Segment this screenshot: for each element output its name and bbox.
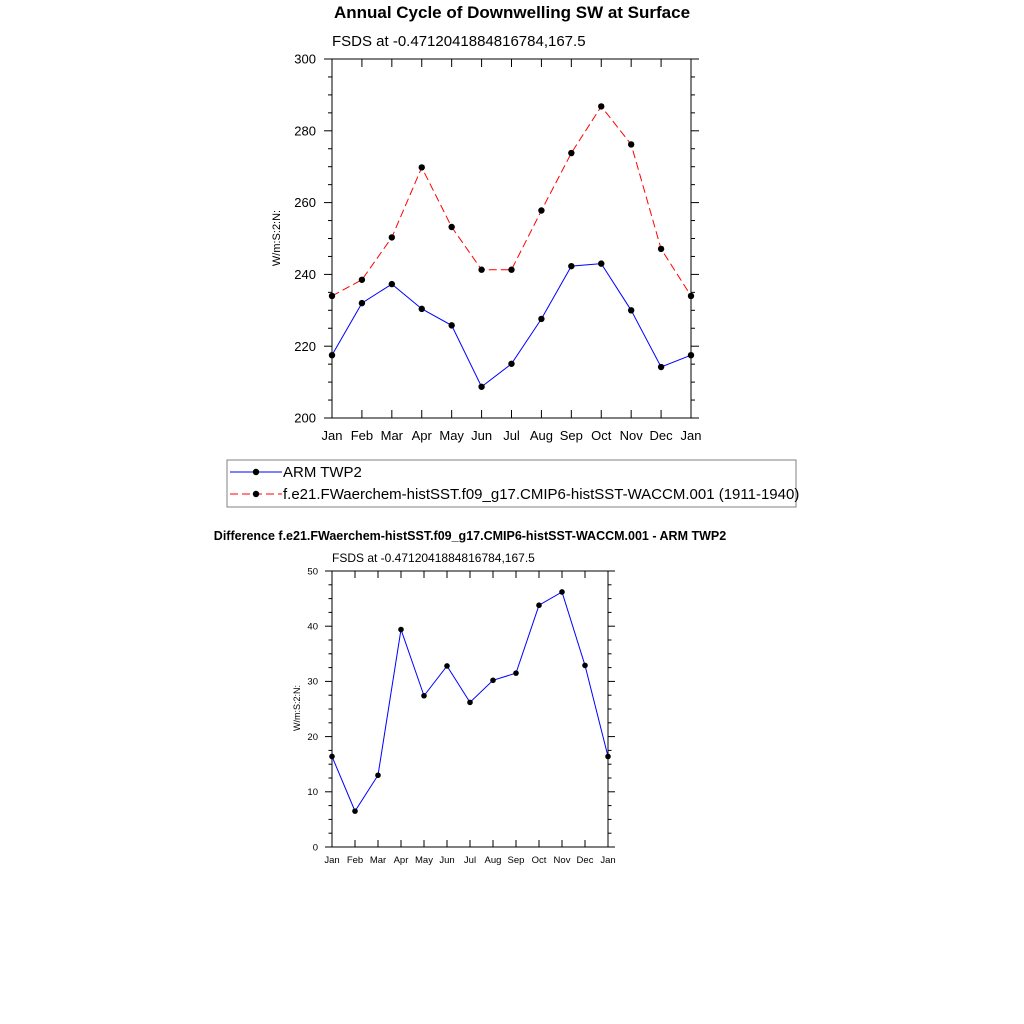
x-tick-label: Nov bbox=[553, 855, 571, 866]
y-tick-label: 40 bbox=[307, 621, 318, 633]
chart-subtitle: FSDS at -0.4712041884816784,167.5 bbox=[332, 33, 586, 50]
data-point bbox=[688, 352, 694, 358]
data-point bbox=[536, 602, 542, 608]
x-tick-label: Apr bbox=[411, 428, 432, 443]
x-tick-label: Apr bbox=[393, 855, 409, 866]
y-tick-label: 280 bbox=[294, 123, 316, 139]
plot-frame bbox=[332, 571, 608, 847]
data-point bbox=[444, 663, 450, 669]
data-point bbox=[598, 103, 604, 109]
legend-marker-model bbox=[253, 491, 259, 497]
data-point bbox=[628, 307, 634, 313]
data-point bbox=[329, 293, 335, 299]
data-point bbox=[582, 663, 588, 669]
axis-ticks bbox=[307, 566, 615, 866]
x-tick-label: Jan bbox=[324, 855, 340, 866]
data-point bbox=[389, 281, 395, 287]
y-axis-label: W/m:S:2:N: bbox=[292, 684, 302, 732]
series-points bbox=[329, 103, 694, 390]
data-point bbox=[538, 207, 544, 213]
data-point bbox=[598, 260, 604, 266]
legend bbox=[227, 460, 799, 507]
x-tick-label: Nov bbox=[619, 428, 643, 443]
x-tick-label: Jul bbox=[503, 428, 520, 443]
y-tick-label: 10 bbox=[307, 787, 318, 799]
x-tick-label: Oct bbox=[531, 855, 547, 866]
data-point bbox=[478, 384, 484, 390]
data-point bbox=[352, 808, 358, 814]
axis-ticks bbox=[294, 52, 701, 443]
x-tick-label: Dec bbox=[649, 428, 673, 443]
x-tick-label: Aug bbox=[484, 855, 502, 866]
data-point bbox=[421, 693, 427, 699]
x-tick-label: Jan bbox=[321, 428, 343, 443]
x-tick-label: Mar bbox=[369, 855, 387, 866]
data-point bbox=[688, 293, 694, 299]
data-point bbox=[568, 263, 574, 269]
x-tick-label: May bbox=[439, 428, 464, 443]
x-tick-label: Feb bbox=[350, 428, 374, 443]
x-tick-label: Jun bbox=[439, 855, 455, 866]
y-tick-label: 200 bbox=[294, 410, 316, 426]
data-point bbox=[448, 224, 454, 230]
y-tick-label: 50 bbox=[307, 566, 318, 578]
y-tick-label: 30 bbox=[307, 676, 318, 688]
data-point bbox=[329, 754, 335, 760]
data-point bbox=[658, 246, 664, 252]
data-point bbox=[628, 141, 634, 147]
y-tick-label: 0 bbox=[312, 842, 318, 854]
series-lines bbox=[332, 106, 691, 386]
data-point bbox=[448, 322, 454, 328]
data-point bbox=[605, 754, 611, 760]
series-line-0 bbox=[332, 264, 691, 387]
data-point bbox=[658, 364, 664, 370]
data-point bbox=[508, 267, 514, 273]
data-point bbox=[375, 772, 381, 778]
chart-subtitle: FSDS at -0.4712041884816784,167.5 bbox=[332, 551, 535, 565]
x-tick-label: Jan bbox=[600, 855, 616, 866]
data-point bbox=[513, 670, 519, 676]
chart-title: Annual Cycle of Downwelling SW at Surface bbox=[333, 3, 691, 22]
data-point bbox=[478, 267, 484, 273]
data-point bbox=[490, 677, 496, 683]
x-tick-label: Dec bbox=[576, 855, 594, 866]
x-tick-label: Jan bbox=[680, 428, 702, 443]
y-tick-label: 220 bbox=[294, 338, 316, 354]
x-tick-label: Sep bbox=[507, 855, 525, 866]
x-tick-label: May bbox=[415, 855, 433, 866]
annual-cycle-chart bbox=[227, 3, 799, 507]
data-point bbox=[398, 627, 404, 633]
y-axis-label: W/m:S:2:N: bbox=[271, 209, 283, 267]
series-points bbox=[329, 589, 611, 814]
y-tick-label: 260 bbox=[294, 195, 316, 211]
data-point bbox=[559, 589, 565, 595]
legend-label-arm: ARM TWP2 bbox=[283, 464, 362, 481]
x-tick-label: Aug bbox=[529, 428, 553, 443]
data-point bbox=[359, 300, 365, 306]
data-point bbox=[568, 150, 574, 156]
x-tick-label: Jul bbox=[463, 855, 477, 866]
y-tick-label: 20 bbox=[307, 731, 318, 743]
difference-chart bbox=[214, 529, 726, 866]
y-tick-label: 300 bbox=[294, 51, 316, 67]
x-tick-label: Oct bbox=[591, 428, 612, 443]
x-tick-label: Mar bbox=[380, 428, 404, 443]
data-point bbox=[538, 316, 544, 322]
data-point bbox=[508, 361, 514, 367]
data-point bbox=[359, 277, 365, 283]
data-point bbox=[419, 164, 425, 170]
data-point bbox=[467, 700, 473, 706]
x-tick-label: Feb bbox=[346, 855, 364, 866]
x-tick-label: Sep bbox=[559, 428, 583, 443]
legend-label-model: f.e21.FWaerchem-histSST.f09_g17.CMIP6-histSST-WACCM.001 (1911-1940) bbox=[283, 486, 800, 503]
data-point bbox=[329, 352, 335, 358]
data-point bbox=[419, 306, 425, 312]
data-point bbox=[389, 234, 395, 240]
x-tick-label: Jun bbox=[471, 428, 493, 443]
y-tick-label: 240 bbox=[294, 266, 316, 282]
chart-title: Difference f.e21.FWaerchem-histSST.f09_g17.CMIP6-histSST-WACCM.001 - ARM TWP2 bbox=[213, 529, 727, 543]
legend-marker-arm bbox=[253, 469, 259, 475]
